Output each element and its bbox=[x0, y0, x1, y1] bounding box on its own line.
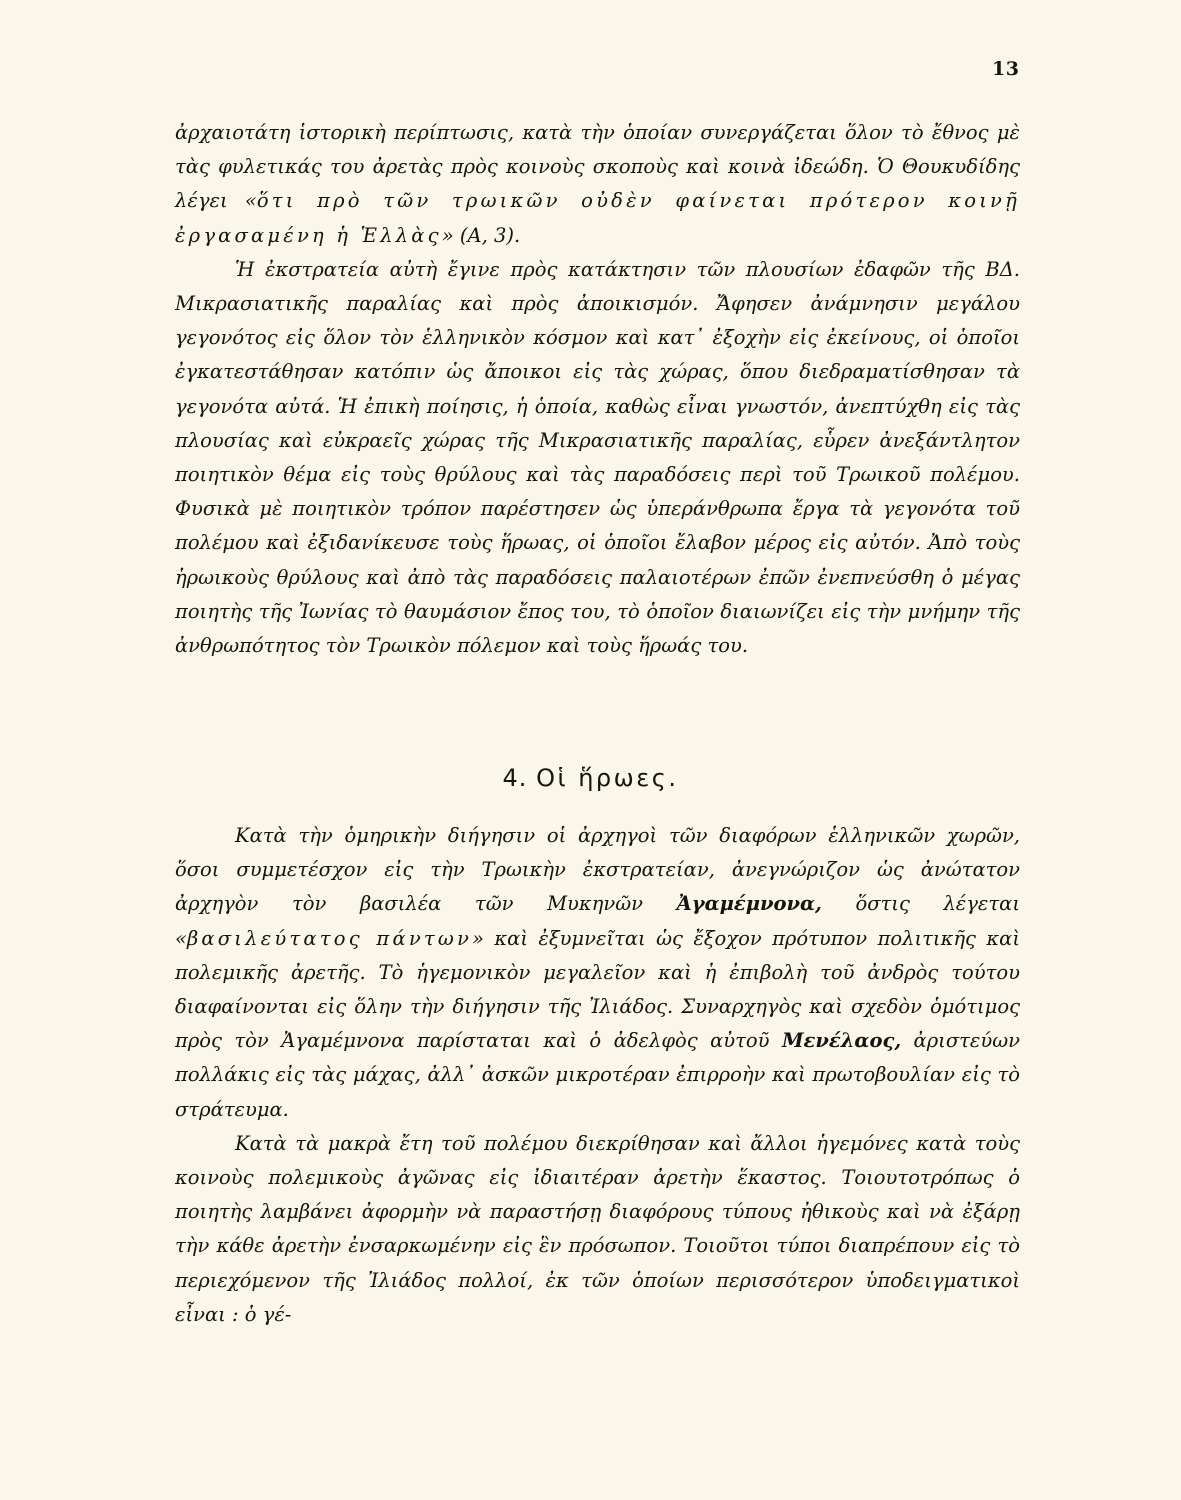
paragraph-4: Κατὰ τὰ μακρὰ ἔτη τοῦ πολέμου διεκρίθησαν καὶ ἄλλοι ἡγεμόνες κατὰ τοὺς κοινοὺς πολεμικοὺς ἀγῶνας εἰς ἰδιαιτέραν ἀρετὴν ἕκαστος. Τοιουτοτρόπως ὁ ποιητὴς λαμβάνει ἀφορμὴν νὰ παραστήσῃ διαφόρους τύπους ἠθικοὺς καὶ νὰ ἐξάρῃ τὴν κάθε ἀρετὴν ἐνσαρκωμένην εἰς ἓν πρόσωπον. Τοιοῦτοι τύποι διαπρέπουν εἰς τὸ περιεχόμενον τῆς Ἰλιάδος πολλοί, ἐκ τῶν ὁποίων περισσότερον ὑποδειγματικοὶ εἶναι : ὁ γέ- bbox=[175, 1131, 1020, 1326]
paragraph-1-text-a: ἀρχαιοτάτη ἱστορικὴ περίπτωσις, κατὰ τὴν ὁποίαν συνεργάζεται ὅλον τὸ ἔθνος μὲ τὰς φυλετικάς του ἀρετὰς πρὸς κοινοὺς σκοποὺς καὶ κοινὰ ἰδεώδη. Ὁ Θουκυδίδης λέγει « bbox=[175, 121, 1020, 213]
section-one-text bbox=[175, 116, 1020, 663]
paragraph-3-text-d: ἀριστεύων πολλάκις εἰς τὰς μάχας, ἀλλ᾽ ἀσκῶν μικροτέραν ἐπιρροὴν καὶ πρωτοβουλίαν εἰς τὸ στράτευμα. bbox=[175, 1029, 1020, 1121]
page-number: 13 bbox=[992, 58, 1020, 80]
section-heading-number: 4. bbox=[502, 764, 528, 792]
section-heading bbox=[0, 764, 1181, 792]
section-two-text bbox=[175, 819, 1020, 1332]
paragraph-2: Ἡ ἐκστρατεία αὐτὴ ἔγινε πρὸς κατάκτησιν τῶν πλουσίων ἐδαφῶν τῆς ΒΔ. Μικρασιατικῆς παραλίας καὶ πρὸς ἀποικισμόν. Ἄφησεν ἀνάμνησιν μεγάλου γεγονότος εἰς ὅλον τὸν ἑλληνικὸν κόσμον καὶ κατ᾽ ἐξοχὴν εἰς ἐκείνους, οἱ ὁποῖοι ἐγκατεστάθησαν κατόπιν ὡς ἄποικοι εἰς τὰς χώρας, ὅπου διεδραματίσθησαν τὰ γεγονότα αὐτά. Ἡ ἐπικὴ ποίησις, ἡ ὁποία, καθὼς εἶναι γνωστόν, ἀνεπτύχθη εἰς τὰς πλουσίας καὶ εὐκραεῖς χώρας τῆς Μικρασιατικῆς παραλίας, εὗρεν ἀνεξάντλητον ποιητικὸν θέμα εἰς τοὺς θρύλους καὶ τὰς παραδόσεις περὶ τοῦ Τρωικοῦ πολέμου. Φυσικὰ μὲ ποιητικὸν τρόπον παρέστησεν ὡς ὑπεράνθρωπα ἔργα τὰ γεγονότα τοῦ πολέμου καὶ ἐξιδανίκευσε τοὺς ἥρωας, οἱ ὁποῖοι ἔλαβον μέρος εἰς αὐτόν. Ἀπὸ τοὺς ἡρωικοὺς θρύλους καὶ ἀπὸ τὰς παραδόσεις παλαιοτέρων ἐπῶν ἐνεπνεύσθη ὁ μέγας ποιητὴς τῆς Ἰωνίας τὸ θαυμάσιον ἔπος του, τὸ ὁποῖον διαιωνίζει εἰς τὴν μνήμην τῆς ἀνθρωπότητος τὸν Τρωικὸν πόλεμον καὶ τοὺς ἥρωάς του. bbox=[175, 257, 1020, 658]
name-agamemnon: Ἀγαμέμνονα, bbox=[676, 892, 822, 916]
paragraph-3-text-a: Κατὰ τὴν ὁμηρικὴν διήγησιν οἱ ἀρχηγοὶ τῶν διαφόρων ἑλληνικῶν χωρῶν, ὅσοι συμμετέσχον εἰς τὴν Τρωικὴν ἐκστρατείαν, ἀνεγνώριζον ὡς ἀνώτατον ἀρχηγὸν τὸν βασιλέα τῶν Μυκηνῶν bbox=[175, 824, 1020, 916]
paragraph-3 bbox=[175, 819, 1020, 1127]
section-heading-title: Οἱ ἥρωες. bbox=[536, 764, 679, 792]
paragraph-1-text-b: » (Α, 3). bbox=[441, 223, 521, 247]
thucydides-quote: ὅτι πρὸ τῶν τρωικῶν οὐδὲν φαίνεται πρότερον κοινῇ ἐργασαμένη ἡ Ἑλλὰς bbox=[175, 189, 1020, 247]
name-menelaus: Μενέλαος, bbox=[781, 1029, 902, 1053]
paragraph-1 bbox=[175, 116, 1020, 253]
homeric-quote: βασιλεύτατος πάντων bbox=[186, 926, 473, 950]
paragraph-3-text-c: » καὶ ἐξυμνεῖται ὡς ἔξοχον πρότυπον πολιτικῆς καὶ πολεμικῆς ἀρετῆς. Τὸ ἡγεμονικὸν μεγαλεῖον καὶ ἡ ἐπιβολὴ τοῦ ἀνδρὸς τούτου διαφαίνονται εἰς ὅλην τὴν διήγησιν τῆς Ἰλιάδος. Συναρχηγὸς καὶ σχεδὸν ὁμότιμος πρὸς τὸν Ἀγαμέμνονα παρίσταται καὶ ὁ ἀδελφὸς αὐτοῦ bbox=[175, 926, 1020, 1053]
paragraph-3-text-b: ὅστις λέγεται « bbox=[175, 892, 1020, 950]
